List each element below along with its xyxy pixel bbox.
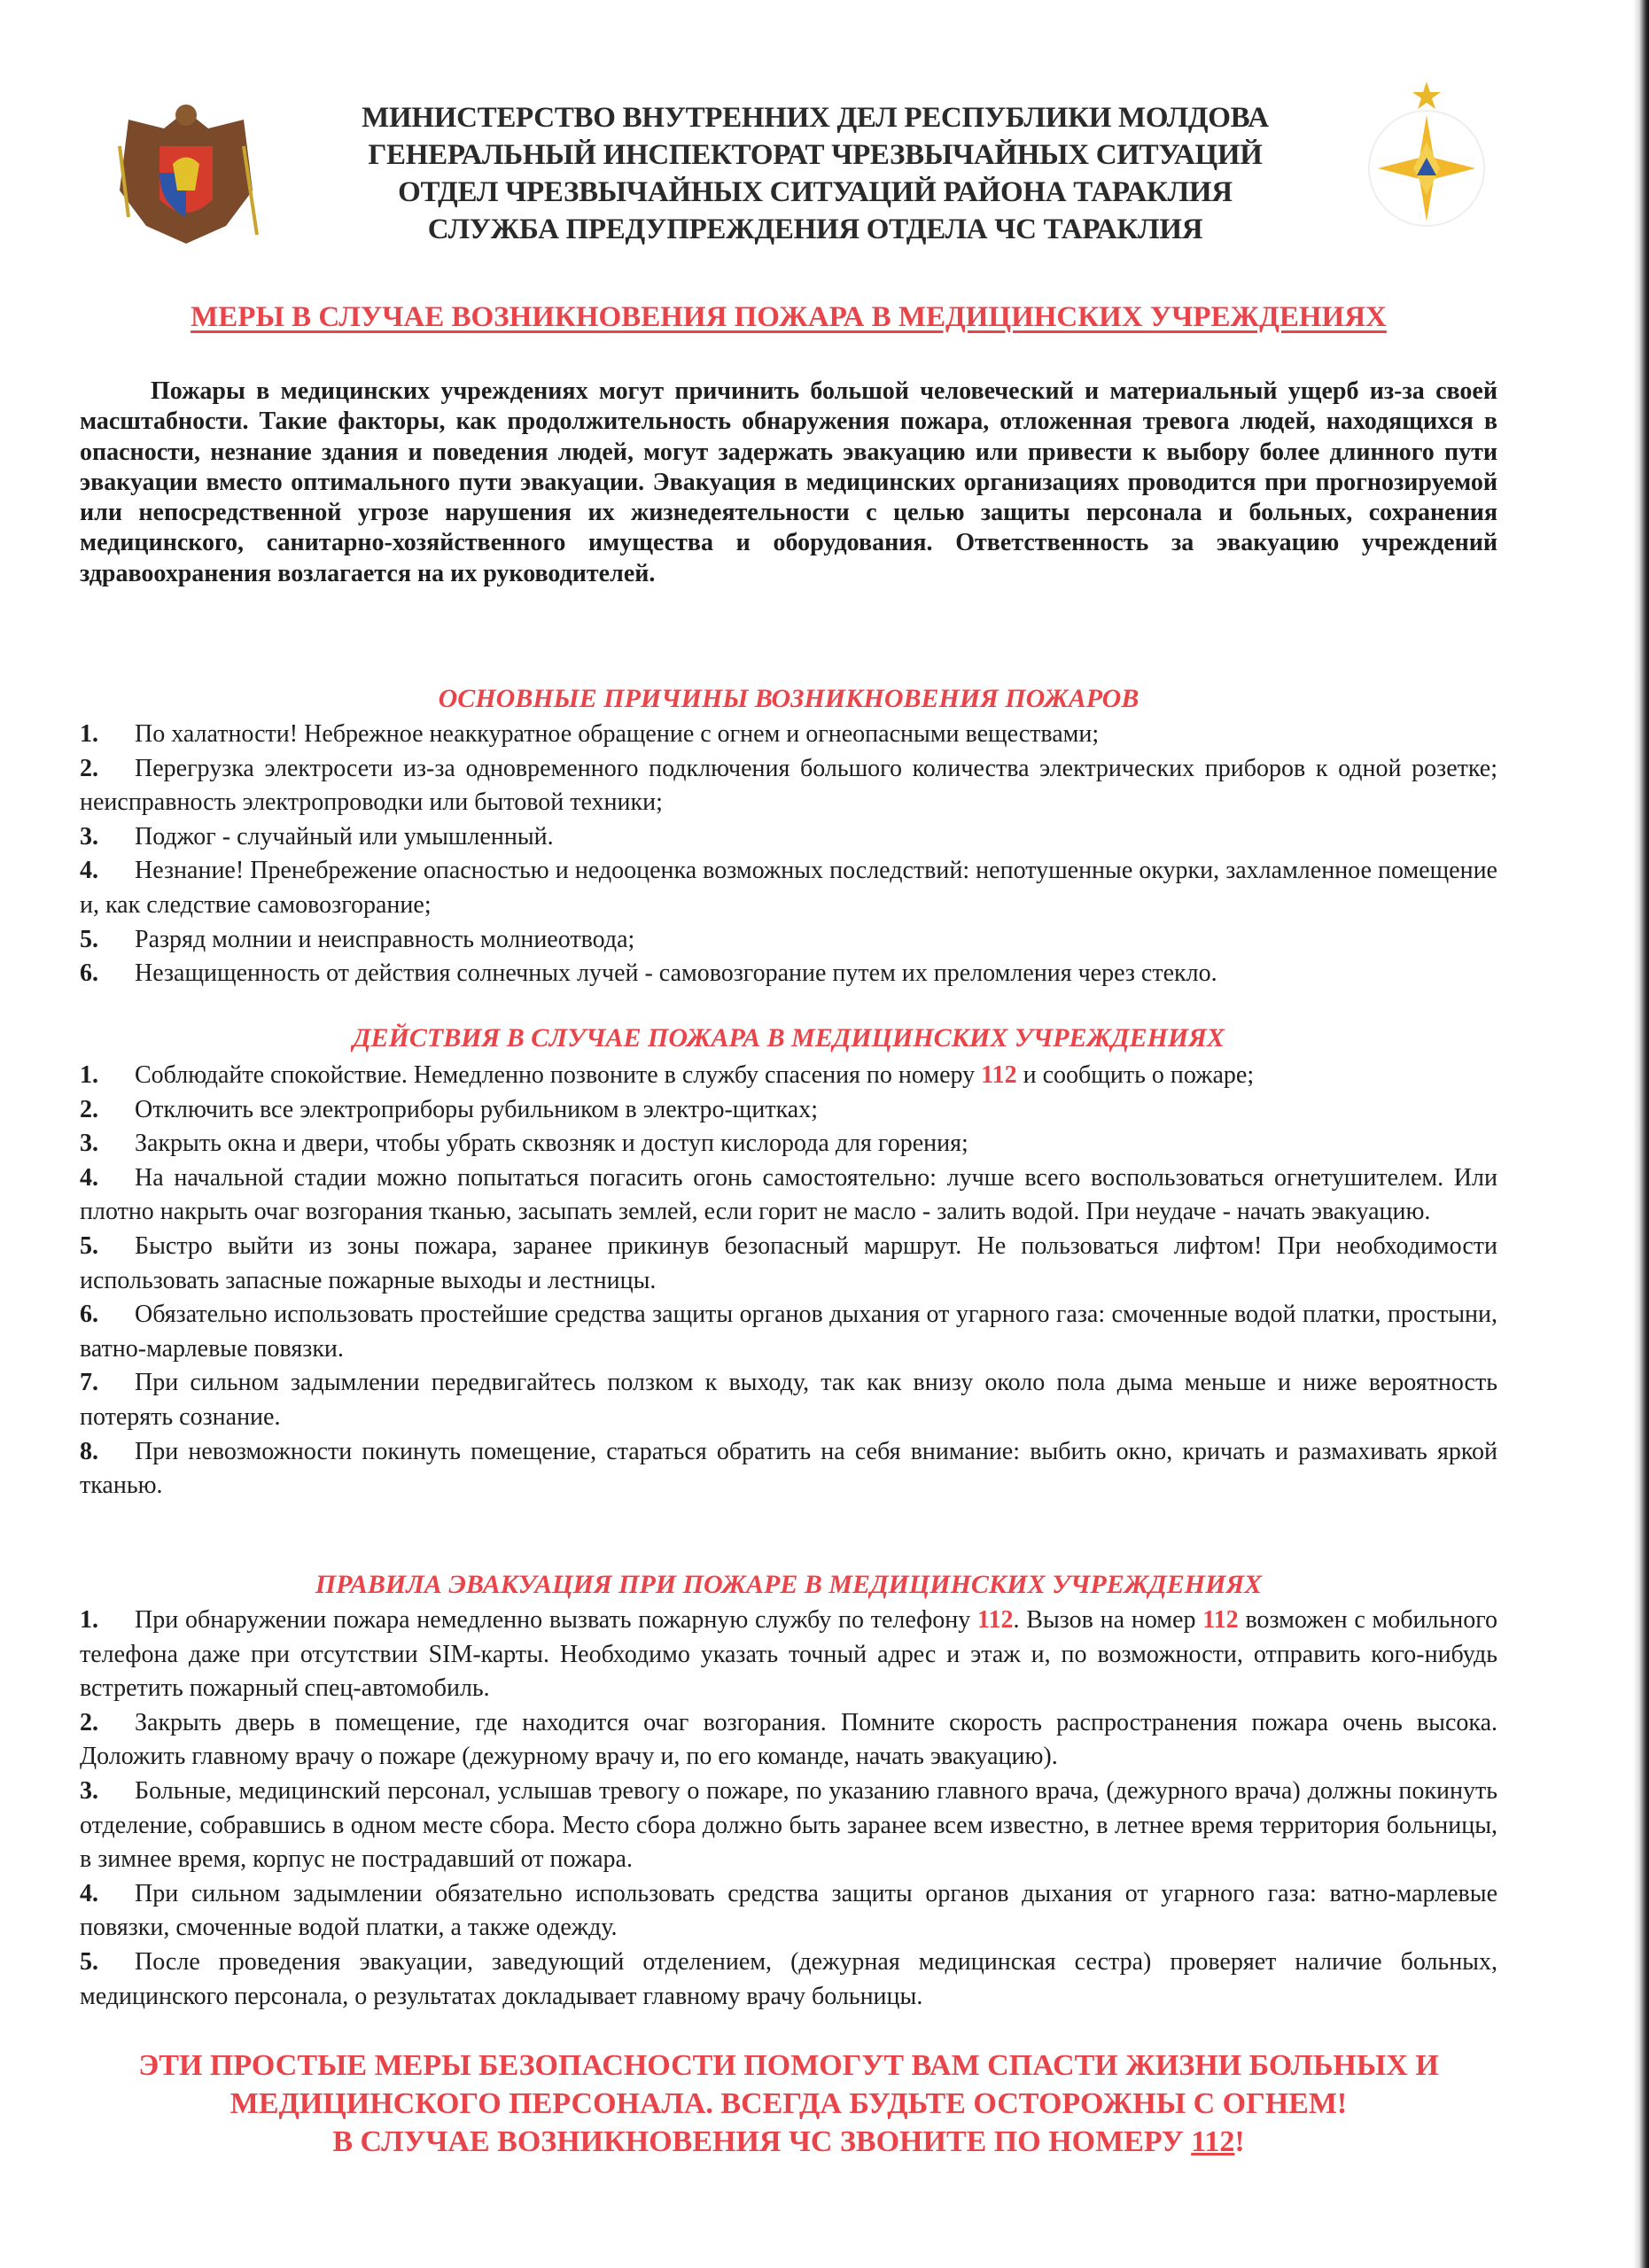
final-line-2: МЕДИЦИНСКОГО ПЕРСОНАЛА. ВСЕГДА БУДЬТЕ ОСТОРОЖНЫ С ОГНЕМ! bbox=[229, 2087, 1348, 2120]
header-line: ОТДЕЛ ЧРЕЗВЫЧАЙНЫХ СИТУАЦИЙ РАЙОНА ТАРАКЛИЯ bbox=[398, 176, 1233, 208]
final-line-1: ЭТИ ПРОСТЫЕ МЕРЫ БЕЗОПАСНОСТИ ПОМОГУТ ВАМ СПАСТИ ЖИЗНИ БОЛЬНЫХ И bbox=[138, 2049, 1439, 2082]
section-heading-actions: ДЕЙСТВИЯ В СЛУЧАЕ ПОЖАРА В МЕДИЦИНСКИХ УЧРЕЖДЕНИЯХ bbox=[353, 1023, 1225, 1052]
section-heading-evacuation: ПРАВИЛА ЭВАКУАЦИЯ ПРИ ПОЖАРЕ В МЕДИЦИНСКИХ УЧРЕЖДЕНИЯХ bbox=[315, 1570, 1263, 1599]
item-number: 4. bbox=[80, 857, 98, 885]
item-number: 3. bbox=[80, 1130, 98, 1158]
item-text: Незнание! Пренебрежение опасностью и недооценка возможных последствий: непотушенные окурки, захламленное помещение и, как следствие самовозгорание; bbox=[80, 857, 1497, 919]
list-item bbox=[80, 1093, 1497, 1128]
item-text: При сильном задымлении передвигайтесь ползком к выходу, так как внизу около пола дыма меньше и ниже вероятность потерять сознание. bbox=[80, 1369, 1497, 1431]
item-number: 4. bbox=[80, 1879, 98, 1907]
item-text: Соблюдайте спокойствие. Немедленно позвоните в службу спасения по номеру bbox=[135, 1061, 982, 1089]
list-item bbox=[80, 820, 1497, 855]
item-text: На начальной стадии можно попытаться погасить огонь самостоятельно: лучше всего воспользоваться огнетушителем. Или плотно накрыть очаг возгорания тканью, засыпать землей, если горит не масло - залить водой. При неудаче - начать эвакуацию. bbox=[80, 1163, 1497, 1226]
list-item bbox=[80, 1706, 1497, 1775]
item-text: Обязательно использовать простейшие средства защиты органов дыхания от угарного газа: смоченные водой платки, простыни, ватно-марлевые повязки. bbox=[80, 1301, 1497, 1363]
list-item bbox=[80, 1775, 1497, 1877]
item-number: 5. bbox=[80, 1231, 98, 1260]
item-number: 7. bbox=[80, 1369, 98, 1397]
list-item bbox=[80, 1298, 1497, 1366]
scan-edge bbox=[1633, 0, 1649, 2268]
list-item bbox=[80, 1435, 1497, 1503]
list-item bbox=[80, 1059, 1497, 1093]
item-number: 3. bbox=[80, 822, 98, 850]
list-item bbox=[80, 923, 1497, 958]
item-number: 2. bbox=[80, 1095, 98, 1123]
item-text: Незащищенность от действия солнечных лучей - самовозгорание путем их преломления через стекло. bbox=[135, 959, 1217, 988]
phone-number: 112 bbox=[1202, 1606, 1239, 1634]
item-text: Закрыть окна и двери, чтобы убрать сквозняк и доступ кислорода для горения; bbox=[135, 1130, 968, 1158]
item-number: 2. bbox=[80, 1708, 98, 1736]
header-line: ГЕНЕРАЛЬНЫЙ ИНСПЕКТОРАТ ЧРЕЗВЫЧАЙНЫХ СИТУАЦИЙ bbox=[368, 139, 1263, 171]
list-item bbox=[80, 957, 1497, 991]
item-number: 4. bbox=[80, 1163, 98, 1192]
item-text: При обнаружении пожара немедленно вызвать пожарную службу по телефону bbox=[135, 1606, 978, 1634]
item-text: . Вызов на номер bbox=[1013, 1606, 1203, 1634]
item-text: По халатности! Небрежное неаккуратное обращение с огнем и огнеопасными веществами; bbox=[135, 720, 1100, 748]
emergency-number: 112 bbox=[1191, 2125, 1235, 2158]
item-text: Разряд молнии и неисправность молниеотвода; bbox=[135, 925, 635, 953]
emergency-star-emblem-icon bbox=[1351, 80, 1502, 230]
list-item bbox=[80, 1230, 1497, 1298]
final-line-3-suffix: ! bbox=[1234, 2125, 1245, 2158]
list-item bbox=[80, 1161, 1497, 1230]
item-text: Больные, медицинский персонал, услышав тревогу о пожаре, по указанию главного врача, (дежурного врача) должны покинуть отделение, собравшись в одном месте сбора. Место сбора должно быть заранее всем известно, в летнее время территория больницы, в зимнее время, корпус не пострадавший от пожара. bbox=[80, 1776, 1497, 1874]
evacuation-list bbox=[80, 1604, 1497, 2014]
item-text: После проведения эвакуации, заведующий отделением, (дежурная медицинская сестра) проверяет наличие больных, медицинского персонала, о результатах докладывает главному врачу больницы. bbox=[80, 1947, 1497, 2010]
document-title: МЕРЫ В СЛУЧАЕ ВОЗНИКНОВЕНИЯ ПОЖАРА В МЕДИЦИНСКИХ УЧРЕЖДЕНИЯХ bbox=[191, 301, 1387, 333]
list-item bbox=[80, 1127, 1497, 1161]
header-line: СЛУЖБА ПРЕДУПРЕЖДЕНИЯ ОТДЕЛА ЧС ТАРАКЛИЯ bbox=[427, 214, 1203, 245]
item-text: При невозможности покинуть помещение, стараться обратить на себя внимание: выбить окно, кричать и размахивать яркой тканью. bbox=[80, 1437, 1497, 1500]
item-text: возможен с мобильного телефона даже при отсутствии SIM-карты. Необходимо указать точный адрес и этаж и, по возможности, отправить кого-нибудь встретить пожарный спец-автомобиль. bbox=[80, 1606, 1497, 1703]
list-item bbox=[80, 1946, 1497, 2014]
item-number: 3. bbox=[80, 1776, 98, 1805]
header-line: МИНИСТЕРСТВО ВНУТРЕННИХ ДЕЛ РЕСПУБЛИКИ МОЛДОВА bbox=[362, 102, 1269, 134]
item-text: Быстро выйти из зоны пожара, заранее прикинув безопасный маршрут. Не пользоваться лифтом! При необходимости использовать запасные пожарные выходы и лестницы. bbox=[80, 1231, 1497, 1294]
list-item bbox=[80, 718, 1497, 752]
item-number: 5. bbox=[80, 1947, 98, 1976]
header-organization bbox=[284, 99, 1347, 248]
final-warning bbox=[80, 2047, 1497, 2161]
list-item bbox=[80, 1604, 1497, 1706]
phone-number: 112 bbox=[981, 1061, 1017, 1089]
item-number: 8. bbox=[80, 1437, 98, 1465]
item-number: 6. bbox=[80, 959, 98, 988]
moldova-coat-of-arms-icon bbox=[111, 93, 261, 248]
actions-list bbox=[80, 1059, 1497, 1503]
item-text: Перегрузка электросети из-за одновременного подключения большого количества электрических приборов к одной розетке; неисправность электропроводки или бытовой техники; bbox=[80, 754, 1497, 817]
item-text: Поджог - случайный или умышленный. bbox=[135, 822, 554, 850]
item-text: и сообщить о пожаре; bbox=[1016, 1061, 1255, 1089]
list-item bbox=[80, 1877, 1497, 1946]
final-line-3-text: В СЛУЧАЕ ВОЗНИКНОВЕНИЯ ЧС ЗВОНИТЕ ПО НОМЕРУ bbox=[332, 2125, 1192, 2158]
list-item bbox=[80, 1366, 1497, 1434]
item-number: 1. bbox=[80, 720, 98, 748]
item-text: Отключить все электроприборы рубильником в электро-щитках; bbox=[135, 1095, 818, 1123]
final-line-3 bbox=[80, 2123, 1497, 2161]
item-number: 2. bbox=[80, 754, 98, 782]
item-number: 5. bbox=[80, 925, 98, 953]
intro-paragraph: Пожары в медицинских учреждениях могут причинить большой человеческий и материальный ущерб из-за своей масштабности. Такие факторы, как продолжительность обнаружения пожара, отложенная тревога людей, находящихся в опасности, незнание здания и поведения людей, могут задержать эвакуацию или привести к выбору более длинного пути эвакуации вместо оптимального пути эвакуации. Эвакуация в медицинских организациях проводится при прогнозируемой или непосредственной угрозе нарушения их жизнедеятельности с целью защиты персонала и больных, сохранения медицинского, санитарно-хозяйственного имущества и оборудования. Ответственность за эвакуацию учреждений здравоохранения возлагается на их руководителей. bbox=[80, 377, 1497, 587]
item-number: 1. bbox=[80, 1606, 98, 1634]
phone-number: 112 bbox=[977, 1606, 1014, 1634]
section-heading-causes: ОСНОВНЫЕ ПРИЧИНЫ ВОЗНИКНОВЕНИЯ ПОЖАРОВ bbox=[438, 684, 1140, 713]
item-number: 6. bbox=[80, 1301, 98, 1329]
item-text: При сильном задымлении обязательно использовать средства защиты органов дыхания от угарного газа: ватно-марлевые повязки, смоченные водой платки, а также одежду. bbox=[80, 1879, 1497, 1942]
causes-list bbox=[80, 718, 1497, 991]
item-number: 1. bbox=[80, 1061, 98, 1089]
list-item bbox=[80, 854, 1497, 922]
list-item bbox=[80, 752, 1497, 820]
item-text: Закрыть дверь в помещение, где находится очаг возгорания. Помните скорость распространения пожара очень высока. Доложить главному врачу о пожаре (дежурному врачу и, по его команде, начать эвакуацию). bbox=[80, 1708, 1497, 1771]
